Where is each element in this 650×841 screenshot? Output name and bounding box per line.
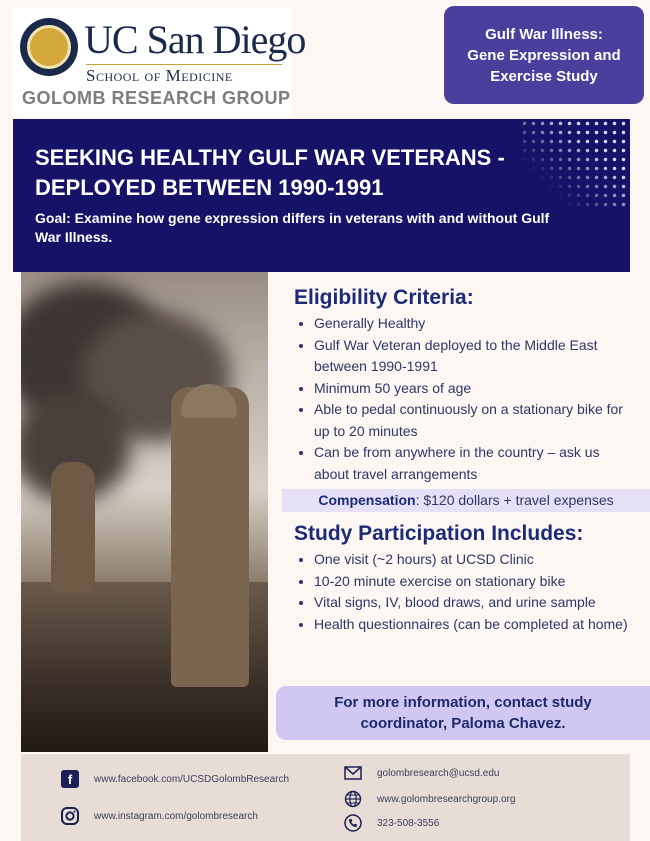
study-goal: Goal: Examine how gene expression differs in veterans with and without Gulf War Illness.: [35, 210, 550, 245]
svg-text:f: f: [67, 772, 73, 787]
email-row[interactable]: [344, 764, 499, 782]
compensation-label: Compensation: [318, 492, 416, 508]
email-address[interactable]: golombresearch@ucsd.edu: [377, 767, 500, 779]
facebook-url[interactable]: www.facebook.com/UCSDGolombResearch: [94, 773, 290, 785]
phone-row[interactable]: [344, 814, 439, 832]
study-title-badge: Gulf War Illness: Gene Expression and Exercise Study: [444, 6, 644, 104]
list-item: • 10-20 minute exercise on stationary bike: [314, 571, 634, 593]
list-item: • Generally Healthy: [314, 313, 634, 335]
eligibility-title: Eligibility Criteria:: [294, 286, 474, 309]
participation-title: Study Participation Includes:: [294, 522, 584, 545]
phone-icon: [344, 814, 362, 832]
university-seal-icon: [20, 18, 78, 76]
list-item: • Able to pedal continuously on a stationary bike for up to 20 minutes: [314, 399, 634, 442]
facebook-link-row[interactable]: [61, 770, 289, 788]
list-item: • Health questionnaires (can be completed at home): [314, 614, 634, 636]
participation-list: [296, 549, 634, 635]
school-name: School of Medicine: [86, 66, 233, 85]
facebook-icon: [61, 770, 79, 788]
university-name: UC San Diego: [84, 17, 306, 62]
list-item: • Can be from anywhere in the country – ask us about travel arrangements: [314, 442, 634, 485]
compensation-bar: [282, 489, 650, 512]
eligibility-list: [296, 313, 634, 485]
instagram-url[interactable]: www.instagram.com/golombresearch: [94, 810, 258, 822]
list-item: • One visit (~2 hours) at UCSD Clinic: [314, 549, 634, 571]
globe-icon: [344, 790, 362, 808]
soldiers-photo: [21, 272, 268, 752]
list-item: • Gulf War Veteran deployed to the Middle East between 1990-1991: [314, 335, 634, 378]
website-url[interactable]: www.golombresearchgroup.org: [377, 793, 516, 805]
list-item: • Vital signs, IV, blood draws, and urine sample: [314, 592, 634, 614]
list-item: • Minimum 50 years of age: [314, 378, 634, 400]
website-row[interactable]: [344, 790, 515, 808]
headline: SEEKING HEALTHY GULF WAR VETERANS - DEPLOYED BETWEEN 1990-1991: [35, 145, 505, 200]
headline-banner: [13, 119, 630, 272]
envelope-icon: [344, 764, 362, 782]
research-group-name: GOLOMB RESEARCH GROUP: [22, 88, 291, 108]
instagram-icon: [61, 807, 79, 825]
instagram-link-row[interactable]: [61, 807, 258, 825]
contact-footer: [21, 754, 630, 841]
ucsd-logo: [12, 8, 306, 116]
phone-number[interactable]: 323-508-3556: [377, 817, 440, 829]
logo-divider: [86, 64, 282, 65]
compensation-value: : $120 dollars + travel expenses: [415, 492, 614, 508]
contact-callout: For more information, contact study coordinator, Paloma Chavez.: [276, 686, 650, 740]
